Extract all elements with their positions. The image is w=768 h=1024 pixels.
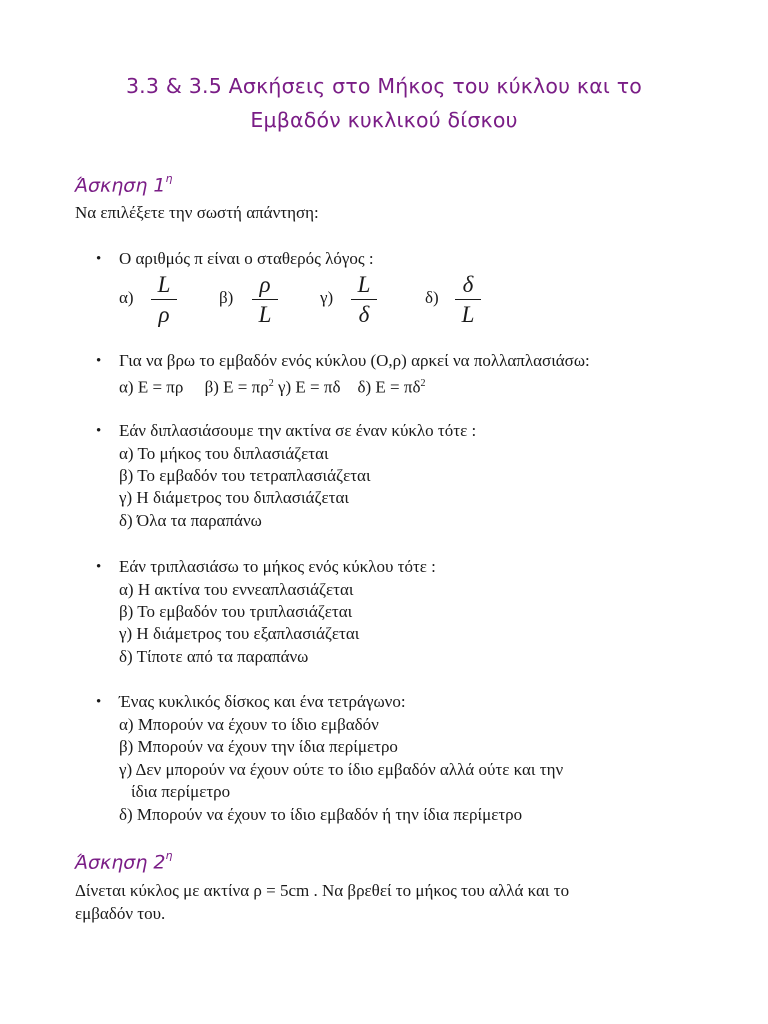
q1-option-d-fraction [453, 273, 483, 327]
exercise-2-line-1: Δίνεται κύκλος με ακτίνα ρ = 5cm . Να βρεθεί το μήκος του αλλά και το [75, 881, 570, 900]
q2-option-b: β) Ε = πρ [204, 377, 269, 397]
exercise-2-heading [75, 851, 172, 873]
q1-option-d-label: δ) [425, 288, 439, 307]
exercise-2-heading-sup: η [165, 849, 173, 862]
page-title-line-1: 3.3 & 3.5 Ασκήσεις στο Μήκος του κύκλου και το [125, 74, 643, 98]
q2-option-a: α) Ε = πρ [119, 377, 184, 397]
bullet-icon: • [96, 251, 102, 267]
q5-option-c-continuation: ίδια περίμετρο [131, 782, 231, 801]
page-title-line-2: Εμβαδόν κυκλικού δίσκου [250, 108, 518, 132]
q3-option-a: α) Το μήκος του διπλασιάζεται [119, 444, 329, 463]
q5-option-d: δ) Μπορούν να έχουν το ίδιο εμβαδόν ή την ίδια περίμετρο [119, 805, 523, 824]
exercise-1-heading-sup: η [165, 172, 173, 185]
q4-option-a: α) Η ακτίνα του εννεαπλασιάζεται [119, 580, 354, 599]
q5-option-b: β) Μπορούν να έχουν την ίδια περίμετρο [119, 737, 398, 756]
fraction-bar [455, 299, 481, 300]
q4-option-b: β) Το εμβαδόν του τριπλασιάζεται [119, 602, 353, 621]
q1-option-a-fraction [149, 273, 179, 327]
q1-option-b-denominator: L [258, 302, 272, 327]
q1-option-c-fraction [349, 273, 379, 327]
q1-option-d-numerator: δ [462, 272, 474, 297]
bullet-icon: • [96, 694, 102, 710]
exercise-2-heading-text: Άσκηση 2 [75, 851, 166, 874]
q1-option-a-numerator: L [157, 272, 171, 297]
question-5-text: Ένας κυκλικός δίσκος και ένα τετράγωνο: [119, 692, 406, 711]
bullet-icon: • [96, 559, 102, 575]
question-2-text: Για να βρω το εμβαδόν ενός κύκλου (Ο,ρ) αρκεί να πολλαπλασιάσω: [119, 351, 590, 370]
q2-option-d: δ) Ε = πδ [357, 377, 421, 397]
q2-option-d-exponent: 2 [420, 378, 426, 389]
q1-option-a-denominator: ρ [158, 302, 170, 327]
bullet-icon: • [96, 423, 102, 439]
q5-option-a: α) Μπορούν να έχουν το ίδιο εμβαδόν [119, 715, 379, 734]
fraction-bar [351, 299, 377, 300]
q1-option-c-numerator: L [357, 272, 371, 297]
fraction-bar [252, 299, 278, 300]
fraction-bar [151, 299, 177, 300]
question-3-text: Εάν διπλασιάσουμε την ακτίνα σε έναν κύκλο τότε : [119, 421, 477, 440]
q5-option-c: γ) Δεν μπορούν να έχουν ούτε το ίδιο εμβαδόν αλλά ούτε και την [119, 760, 564, 779]
question-1-text: Ο αριθμός π είναι ο σταθερός λόγος : [119, 249, 374, 268]
q1-option-d-denominator: L [461, 302, 475, 327]
bullet-icon: • [96, 353, 102, 369]
exercise-1-heading-text: Άσκηση 1 [75, 174, 166, 197]
q1-option-b-numerator: ρ [259, 272, 271, 297]
q2-option-b-exponent: 2 [268, 378, 274, 389]
q3-option-d: δ) Όλα τα παραπάνω [119, 511, 262, 530]
q1-option-c-denominator: δ [358, 302, 370, 327]
exercise-1-heading [75, 174, 172, 196]
q2-option-c: γ) Ε = πδ [277, 377, 341, 397]
q1-option-b-label: β) [219, 288, 234, 307]
q4-option-d: δ) Τίποτε από τα παραπάνω [119, 647, 309, 666]
q3-option-b: β) Το εμβαδόν του τετραπλασιάζεται [119, 466, 371, 485]
q1-option-a-label: α) [119, 288, 134, 307]
exercise-1-instruction: Να επιλέξετε την σωστή απάντηση: [75, 203, 319, 222]
q4-option-c: γ) Η διάμετρος του εξαπλασιάζεται [119, 624, 360, 643]
question-4-text: Εάν τριπλασιάσω το μήκος ενός κύκλου τότε : [119, 557, 436, 576]
q1-option-b-fraction [250, 273, 280, 327]
question-2-options [119, 373, 425, 399]
exercise-2-line-2: εμβαδόν του. [75, 904, 166, 923]
q3-option-c: γ) Η διάμετρος του διπλασιάζεται [119, 488, 349, 507]
q1-option-c-label: γ) [320, 288, 334, 307]
